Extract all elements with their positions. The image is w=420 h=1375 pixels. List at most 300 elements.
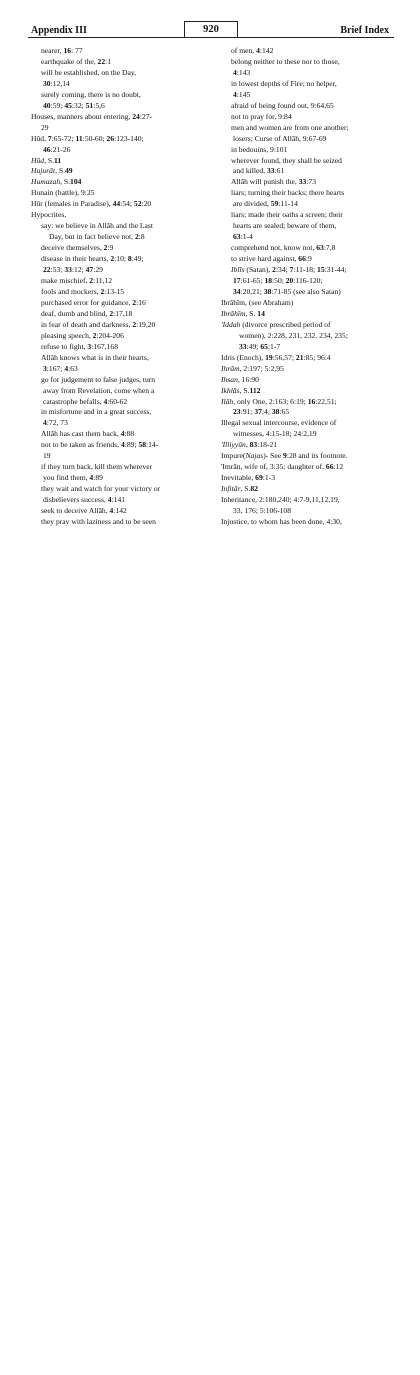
index-line <box>31 166 203 177</box>
verse-reference: 2 <box>134 232 139 242</box>
index-text: :12; <box>71 265 86 275</box>
verse-reference: 2 <box>132 319 137 329</box>
index-text: 'Imrān, wife of, 3:35; daughter of, <box>221 462 326 472</box>
verse-reference: 112 <box>249 385 261 395</box>
index-line <box>221 188 393 199</box>
index-text: wherever found, they shall be seized <box>231 155 342 165</box>
index-text: in misfortune and in a great success, <box>41 407 152 417</box>
index-text: :12 <box>333 462 344 472</box>
verse-reference: 33 <box>239 341 247 351</box>
index-text: if they turn back, kill them wherever <box>41 462 153 472</box>
index-text: :7,8 <box>323 243 336 253</box>
verse-reference: 2 <box>272 265 276 275</box>
index-text: :123-140; <box>114 133 144 143</box>
index-text: , only One, 2:163; 6:19; <box>233 396 308 406</box>
verse-reference: 44 <box>112 199 121 209</box>
index-line <box>221 364 393 375</box>
index-text: :142 <box>113 506 127 516</box>
index-line <box>221 265 393 276</box>
index-text: :85; 96:4 <box>303 352 331 362</box>
verse-reference: 8 <box>127 254 132 264</box>
index-text: :11,12 <box>93 276 113 286</box>
index-text: :10; <box>114 254 128 264</box>
index-line <box>31 429 203 440</box>
verse-reference: 4 <box>233 67 237 77</box>
index-text: Injustice, to whom has been done, 4:30, <box>221 516 342 526</box>
index-line <box>221 353 393 364</box>
index-line <box>221 134 393 145</box>
index-text: Allāh knows what is in their hearts, <box>41 352 149 362</box>
verse-reference: 14 <box>257 308 265 318</box>
verse-reference: 21 <box>295 352 304 362</box>
index-text: , S. <box>60 177 71 187</box>
index-text: you find them, <box>43 473 90 483</box>
index-text: Allāh will punish the, <box>231 177 299 187</box>
index-line <box>31 517 203 528</box>
index-text: to strive hard against, <box>231 254 299 264</box>
verse-reference: 34 <box>233 286 241 296</box>
index-text: :61-65; <box>240 276 265 286</box>
index-text: :21-26 <box>50 144 71 154</box>
index-text: :20 <box>141 199 152 209</box>
index-text: :49; <box>131 254 144 264</box>
verse-reference: 33 <box>298 177 307 187</box>
verse-reference: 33 <box>266 166 275 176</box>
index-line <box>221 156 393 167</box>
index-line <box>31 90 203 101</box>
index-text: :34; <box>275 265 290 275</box>
index-text: Hūd, <box>31 133 48 143</box>
verse-reference: 59 <box>270 199 279 209</box>
verse-reference: 20 <box>285 276 294 286</box>
index-text: Inevitable, <box>221 473 256 483</box>
index-line <box>31 320 203 331</box>
verse-reference: 23 <box>233 407 241 417</box>
verse-reference: 52 <box>133 199 142 209</box>
verse-reference: 2 <box>103 243 108 253</box>
index-text: go for judgement to false judges, turn <box>41 374 156 384</box>
index-line <box>221 46 393 57</box>
verse-reference: 16 <box>63 46 72 55</box>
verse-reference: 69 <box>255 473 263 483</box>
index-line <box>31 397 203 408</box>
index-line <box>221 309 393 320</box>
index-text: :141 <box>111 495 126 505</box>
index-text: nearer, <box>41 46 64 55</box>
index-text: Hūr (females in Paradise), <box>31 199 113 209</box>
index-text: :73 <box>306 177 317 187</box>
index-text: :71-85 (see also Satan) <box>271 286 341 296</box>
index-text: :143 <box>236 67 251 77</box>
index-text: 29 <box>41 122 49 132</box>
index-line <box>221 473 393 484</box>
index-line <box>221 90 393 101</box>
index-text: Allāh has cast them back, <box>41 429 121 439</box>
index-term: Ihrām <box>221 363 240 373</box>
index-line <box>31 57 203 68</box>
index-line <box>221 276 393 287</box>
right-column <box>221 46 393 528</box>
index-text: 33, 176; 5:106-108 <box>233 506 292 516</box>
index-term: Infitār <box>221 484 241 494</box>
index-line <box>31 495 203 506</box>
verse-reference: 18 <box>264 276 273 286</box>
verse-reference: 33 <box>64 265 72 275</box>
index-text: , S. <box>55 166 65 176</box>
verse-reference: 104 <box>70 177 82 187</box>
index-line <box>221 484 393 495</box>
index-text: (divorce prescribed period of <box>240 319 331 329</box>
index-line <box>31 440 203 451</box>
index-text: :32; <box>71 100 86 110</box>
index-text: afraid of being found out, 9:64,65 <box>231 100 334 110</box>
verse-reference: 2 <box>109 308 114 318</box>
index-text: losers; Curse of Allāh, 9:67-69 <box>233 133 327 143</box>
index-term: 'Illiyyūn <box>221 440 246 450</box>
verse-reference: 26 <box>106 133 115 143</box>
index-text: 19 <box>43 451 51 461</box>
index-text: make mischief, <box>41 276 90 286</box>
index-text: in fear of death and darkness, <box>41 319 133 329</box>
index-text: :59; <box>50 100 65 110</box>
verse-reference: 4 <box>107 495 112 505</box>
index-line <box>31 123 203 134</box>
index-line <box>221 375 393 386</box>
verse-reference: 2 <box>100 286 105 296</box>
index-title: Brief Index <box>340 25 389 36</box>
index-text: witnesses, 4:15-18; 24:2,19 <box>233 429 317 439</box>
index-line <box>221 145 393 156</box>
index-term: Ikhlās <box>221 385 240 395</box>
index-text: :204-206 <box>96 330 124 340</box>
index-line <box>31 145 203 156</box>
index-line <box>31 386 203 397</box>
verse-reference: 7 <box>47 133 52 143</box>
page-number: 920 <box>184 21 238 37</box>
index-text: :20,21; <box>240 286 264 296</box>
index-text: :17,18 <box>113 308 133 318</box>
index-line <box>221 57 393 68</box>
index-text: , S. <box>240 484 251 494</box>
index-text: :167; <box>46 363 65 373</box>
index-line <box>221 298 393 309</box>
verse-reference: 63 <box>233 232 241 242</box>
index-text: , S. <box>245 308 258 318</box>
index-text: fools and mockers, <box>41 286 101 296</box>
index-line <box>31 407 203 418</box>
verse-reference: 4 <box>89 473 94 483</box>
index-line <box>31 462 203 473</box>
index-text: Ibrāhīm, (see Abraham) <box>221 297 294 307</box>
index-text: and killed, <box>233 166 267 176</box>
index-text: men and women are from one another; <box>231 122 349 132</box>
index-term: Humazah <box>31 177 61 187</box>
index-line <box>31 364 203 375</box>
verse-reference: 2 <box>110 254 115 264</box>
index-text: Impure( <box>221 451 246 461</box>
header-rule <box>28 37 394 38</box>
index-text: :31-44; <box>324 265 347 275</box>
index-line <box>31 134 203 145</box>
index-text: :54; <box>120 199 134 209</box>
index-text: :145 <box>236 89 251 99</box>
index-text: :89; <box>124 440 139 450</box>
index-text: Day, but in fact believe not, <box>49 232 135 242</box>
index-text: Inheritance, 2:180,240; 4:7-9,11,12,19, <box>221 495 340 505</box>
index-text: :18-21 <box>257 440 278 450</box>
index-text: say: we believe in Allāh and the Last <box>41 221 153 231</box>
index-line <box>221 451 393 462</box>
index-line <box>221 199 393 210</box>
index-line <box>31 199 203 210</box>
index-text: deaf, dumb and blind, <box>41 308 110 318</box>
verse-reference: 2 <box>92 330 97 340</box>
verse-reference: 15 <box>317 265 325 275</box>
index-line <box>221 112 393 123</box>
verse-reference: 51 <box>85 100 94 110</box>
index-text: liars; made their oaths a screen; their <box>231 210 343 220</box>
index-text: :1-7 <box>267 341 281 351</box>
verse-reference: 24 <box>132 111 140 121</box>
index-text: in lowest depths of Fire; no helper, <box>231 78 337 88</box>
index-text: :89 <box>93 473 103 483</box>
index-line <box>31 46 203 57</box>
verse-reference: 3 <box>43 363 47 373</box>
verse-reference: 2 <box>132 297 137 307</box>
index-line <box>31 232 203 243</box>
index-text: catastrophe befalls, <box>43 396 104 406</box>
index-text: :13-15 <box>104 286 125 296</box>
index-text: :167,168 <box>91 341 118 351</box>
index-line <box>221 331 393 342</box>
index-text: :50; <box>272 276 286 286</box>
index-term: Iblīs <box>231 265 245 275</box>
index-text: pleasing speech, <box>41 330 93 340</box>
index-line <box>31 484 203 495</box>
index-text: :91; <box>240 407 255 417</box>
index-term: Hūd <box>31 155 45 165</box>
verse-reference: 83 <box>249 440 258 450</box>
index-text: surely coming, there is no doubt, <box>41 89 141 99</box>
verse-reference: 22 <box>97 56 106 66</box>
index-text: :11-18; <box>293 265 318 275</box>
verse-reference: 63 <box>316 243 324 253</box>
index-text: :88 <box>124 429 135 439</box>
index-line <box>221 407 393 418</box>
verse-reference: 47 <box>85 265 94 275</box>
verse-reference: 4 <box>120 440 125 450</box>
verse-reference: 58 <box>138 440 147 450</box>
index-text: :12,14 <box>50 78 70 88</box>
index-text: , 16:90 <box>237 374 259 384</box>
index-text: they pray with laziness and to be seen <box>41 516 156 526</box>
index-line <box>31 243 203 254</box>
verse-reference: 11 <box>54 155 62 165</box>
index-text: away from Revelation, come when a <box>43 385 155 395</box>
index-line <box>31 342 203 353</box>
verse-reference: 4 <box>256 46 260 55</box>
index-term: Ibrāhīm <box>221 308 246 318</box>
index-line <box>31 156 203 167</box>
index-line <box>221 386 393 397</box>
index-text: not to pray for, 9:84 <box>231 111 292 121</box>
index-text: :14- <box>146 440 159 450</box>
verse-reference: 4 <box>103 396 108 406</box>
index-text: belong neither to these nor to those, <box>231 56 340 66</box>
verse-reference: 7 <box>289 265 294 275</box>
index-text: are divided, <box>233 199 271 209</box>
index-text: earthquake of the, <box>41 56 98 66</box>
index-text: :56,57; <box>272 352 296 362</box>
verse-reference: 19 <box>265 352 273 362</box>
verse-reference: 45 <box>64 100 72 110</box>
verse-reference: 66 <box>325 462 334 472</box>
index-line <box>221 123 393 134</box>
verse-reference: 46 <box>43 144 51 154</box>
index-line <box>31 221 203 232</box>
verse-reference: 30 <box>43 78 51 88</box>
index-text: :63 <box>68 363 78 373</box>
index-term: Hujurāt <box>31 166 56 176</box>
index-text: , 2:197; 5:2,95 <box>239 363 284 373</box>
index-text: , S. <box>239 385 250 395</box>
index-text: :53; <box>50 265 65 275</box>
index-line <box>31 353 203 364</box>
verse-reference: 4 <box>43 418 47 428</box>
left-column <box>31 46 203 528</box>
index-text: liars; turning their backs; there hearts <box>231 188 345 198</box>
index-line <box>31 473 203 484</box>
verse-reference: 38 <box>271 407 280 417</box>
verse-reference: 16 <box>307 396 316 406</box>
index-line <box>221 232 393 243</box>
index-line <box>221 68 393 79</box>
index-line <box>221 440 393 451</box>
index-text: :16 <box>136 297 146 307</box>
index-term: Ihsan <box>221 374 238 384</box>
index-term: Ilāh <box>221 396 234 406</box>
index-line <box>221 429 393 440</box>
index-text: :65-72; <box>51 133 76 143</box>
index-text: :116-120; <box>293 276 323 286</box>
index-text: (Satan), <box>244 265 273 275</box>
verse-reference: 82 <box>250 484 258 494</box>
index-line <box>31 101 203 112</box>
index-line <box>31 112 203 123</box>
index-line <box>221 243 393 254</box>
index-line <box>221 462 393 473</box>
index-text: :65 <box>279 407 290 417</box>
verse-reference: 4 <box>109 506 114 516</box>
verse-reference: 9 <box>283 451 287 461</box>
index-text: :29 <box>93 265 103 275</box>
index-text: disease in their hearts, <box>41 254 111 264</box>
index-line <box>31 210 203 221</box>
index-line <box>31 309 203 320</box>
index-text: Idris (Enoch), <box>221 352 266 362</box>
index-text: deceive themselves, <box>41 243 104 253</box>
index-line <box>31 177 203 188</box>
index-line <box>221 166 393 177</box>
index-text: :8 <box>138 232 145 242</box>
index-text: :11-14 <box>278 199 298 209</box>
verse-reference: 17 <box>233 276 241 286</box>
index-text: :22,51; <box>315 396 337 406</box>
index-text: :9 <box>305 254 312 264</box>
index-text: hearts are sealed; beware of them, <box>233 221 337 231</box>
verse-reference: 4 <box>120 429 125 439</box>
index-line <box>31 276 203 287</box>
index-text: Hunain (battle), 9:25 <box>31 188 95 198</box>
index-text: in bedouins, 9:101 <box>231 144 288 154</box>
verse-reference: 65 <box>260 341 268 351</box>
index-line <box>31 79 203 90</box>
index-text: not to be taken as friends, <box>41 440 121 450</box>
verse-reference: 2 <box>89 276 94 286</box>
index-text: :4; <box>261 407 272 417</box>
index-line <box>221 397 393 408</box>
index-line <box>221 506 393 517</box>
index-text: , <box>245 440 250 450</box>
index-term: Najas <box>245 451 264 461</box>
index-text: , S. <box>44 155 54 165</box>
index-line <box>31 375 203 386</box>
index-line <box>31 418 203 429</box>
index-text: :61 <box>274 166 285 176</box>
index-text: :28 and its footnote. <box>286 451 348 461</box>
index-line <box>221 101 393 112</box>
index-line <box>221 418 393 429</box>
index-line <box>31 188 203 199</box>
index-term: 'Iddah <box>221 319 241 329</box>
appendix-label: Appendix III <box>31 25 87 36</box>
index-text: comprehend not, know not, <box>231 243 317 253</box>
index-line <box>31 331 203 342</box>
index-line <box>31 265 203 276</box>
verse-reference: 40 <box>43 100 51 110</box>
verse-reference: 22 <box>43 265 51 275</box>
index-text: refuse to fight, <box>41 341 88 351</box>
index-text: :1-3 <box>262 473 275 483</box>
index-line <box>221 221 393 232</box>
verse-reference: 66 <box>298 254 306 264</box>
verse-reference: 11 <box>75 133 83 143</box>
index-text: :60-62 <box>107 396 128 406</box>
index-text: will be established, on the Day, <box>41 67 137 77</box>
index-text: :72, 73 <box>46 418 68 428</box>
index-text: :9 <box>107 243 114 253</box>
index-line <box>31 451 203 462</box>
index-text: :142 <box>259 46 274 55</box>
index-line <box>221 210 393 221</box>
index-text: Houses, manners about entering, <box>31 111 133 121</box>
index-line <box>31 68 203 79</box>
index-text: seek to deceive Allāh, <box>41 506 110 516</box>
index-line <box>31 287 203 298</box>
index-text: :1-4 <box>240 232 253 242</box>
index-text: Hypocrites, <box>31 210 67 220</box>
index-line <box>31 298 203 309</box>
verse-reference: 3 <box>87 341 92 351</box>
verse-reference: 38 <box>263 286 272 296</box>
index-text: of men, <box>231 46 257 55</box>
index-line <box>221 495 393 506</box>
index-text: Illegal sexual intercourse, evidence of <box>221 418 337 428</box>
index-text: :5,6 <box>93 100 105 110</box>
index-text: : 77 <box>71 46 83 55</box>
index-line <box>221 79 393 90</box>
index-line <box>221 320 393 331</box>
